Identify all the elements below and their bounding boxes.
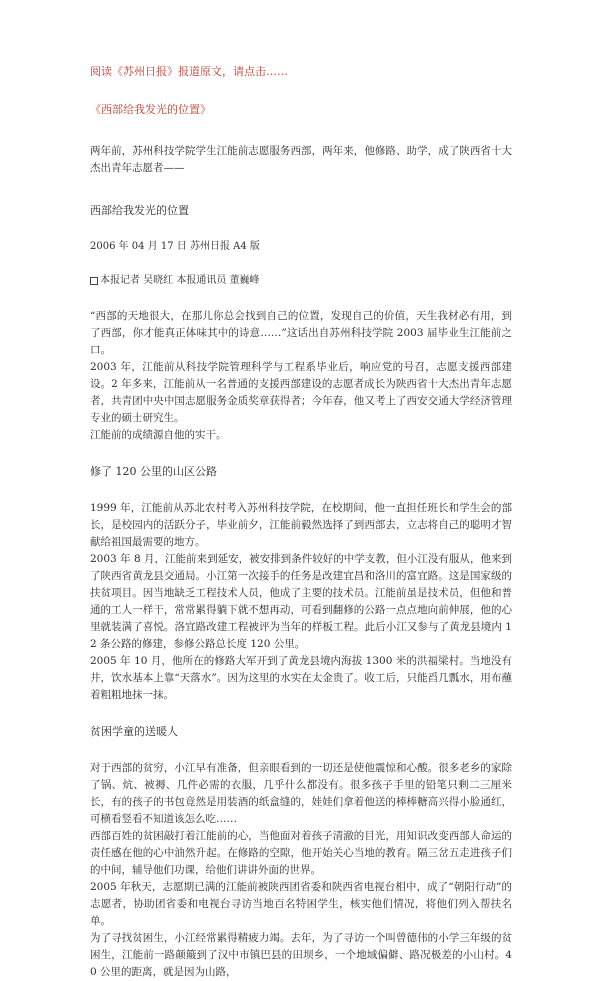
section-2-title: 贫困学童的送暖人	[90, 725, 178, 738]
section-2-paragraph-4: 为了寻找贫困生，小江经常累得精疲力竭。去年，为了寻访一个叫曾德伟的小学三年级的贫困生，江能前一路颠簸到了汉中市镇巴县的田坝乡，一个地域偏僻、路况极差的小山村。40 公里的距离，就是因为山路，	[90, 932, 512, 978]
article-title: 西部给我发光的位置	[90, 204, 189, 217]
section-1-paragraph-3: 2005 年 10 月，他所在的修路大军开到了黄龙县境内海拔 1300 米的洪福梁村。当地没有井，饮水基本上靠“天落水”。因为这里的水实在太金贵了。收工后，只能舀几瓢水，用布蘸着粗粗地抹一抹。	[90, 655, 512, 701]
article-link[interactable]: 《西部给我发光的位置》	[90, 103, 211, 116]
square-bullet-icon	[90, 277, 98, 285]
section-1-title: 修了 120 公里的山区公路	[90, 465, 217, 478]
section-2-paragraph-1: 对于西部的贫穷，小江早有准备，但亲眼看到的一切还是使他震惊和心酸。很多老乡的家除了锅、炕、被褥、几件必需的衣服，几乎什么都没有。很多孩子手里的铅笔只剩二三厘米长，有的孩子的书包竟然是用装酒的纸盒缝的，娃娃们拿着他送的棒棒糖高兴得小脸通红，可横看竖看不知道该怎么吃……	[90, 762, 512, 825]
paragraph-2: 2003 年，江能前从科技学院管理科学与工程系毕业后，响应党的号召，志愿支援西部建设。2 年多来，江能前从一名普通的支援西部建设的志愿者成长为陕西省十大杰出青年志愿者，共青团中央中国志愿服务金质奖章获得者；今年春，他又考上了西安交通大学经济管理专业的硕士研究生。	[90, 361, 512, 424]
byline: 本报记者 吴晓红 本报通讯员 董巍峰	[100, 275, 260, 286]
document-page	[90, 64, 512, 981]
section-1-paragraph-1: 1999 年，江能前从苏北农村考入苏州科技学院，在校期间，他一直担任班长和学生会的部长，是校园内的活跃分子，毕业前夕，江能前毅然选择了到西部去，立志将自己的聪明才智献给祖国最需要的地方。	[90, 502, 512, 548]
intro-paragraph: 两年前，苏州科技学院学生江能前志愿服务西部，两年来，他修路、助学，成了陕西省十大杰出青年志愿者——	[90, 145, 512, 174]
section-2-paragraph-2: 西部百姓的贫困敲打着江能前的心，当他面对着孩子清澈的目光，用知识改变西部人命运的责任感在他的心中油然升起。在修路的空隙，他开始关心当地的教育。隔三岔五走进孩子们的中间，辅导他们功课，给他们讲讲外面的世界。	[90, 830, 512, 876]
paragraph-3: 江能前的成绩源自他的实干。	[90, 429, 227, 441]
section-1-paragraph-2: 2003 年 8 月，江能前来到延安，被安排到条件较好的中学支教，但小江没有服从，他来到了陕西省黄龙县交通局。小江第一次接手的任务是改建宜昌和洛川的富宜路。这是国家级的扶贫项目。因当地缺乏工程技术人员，他成了主要的技术员。江能前虽是技术员，但他和普通的工人一样干，常常累得躺下就不想再动，可看到翻修的公路一点点地向前伸展，他的心里就装满了喜悦。洛宜路改建工程被评为当年的样板工程。此后小江又参与了黄龙县境内 12 条公路的修建，参修公路总长度 120 公里。	[90, 553, 512, 650]
byline-row	[90, 273, 512, 288]
section-2-paragraph-3: 2005 年秋天，志愿期已满的江能前被陕西团省委和陕西省电视台相中，成了“朝阳行动”的志愿者，协助团省委和电视台寻访当地百名特困学生，核实他们情况，将他们列入帮扶名单。	[90, 881, 512, 927]
dateline: 2006 年 04 月 17 日 苏州日报 A4 版	[90, 241, 260, 252]
paragraph-1: “西部的天地很大，在那儿你总会找到自己的位置，发现自己的价值，天生我材必有用，到了西部，你才能真正体味其中的诗意……”这话出自苏州科技学院 2003 届毕业生江能前之口。	[90, 310, 512, 356]
read-original-link[interactable]: 阅读《苏州日报》报道原文，请点击……	[90, 65, 288, 78]
